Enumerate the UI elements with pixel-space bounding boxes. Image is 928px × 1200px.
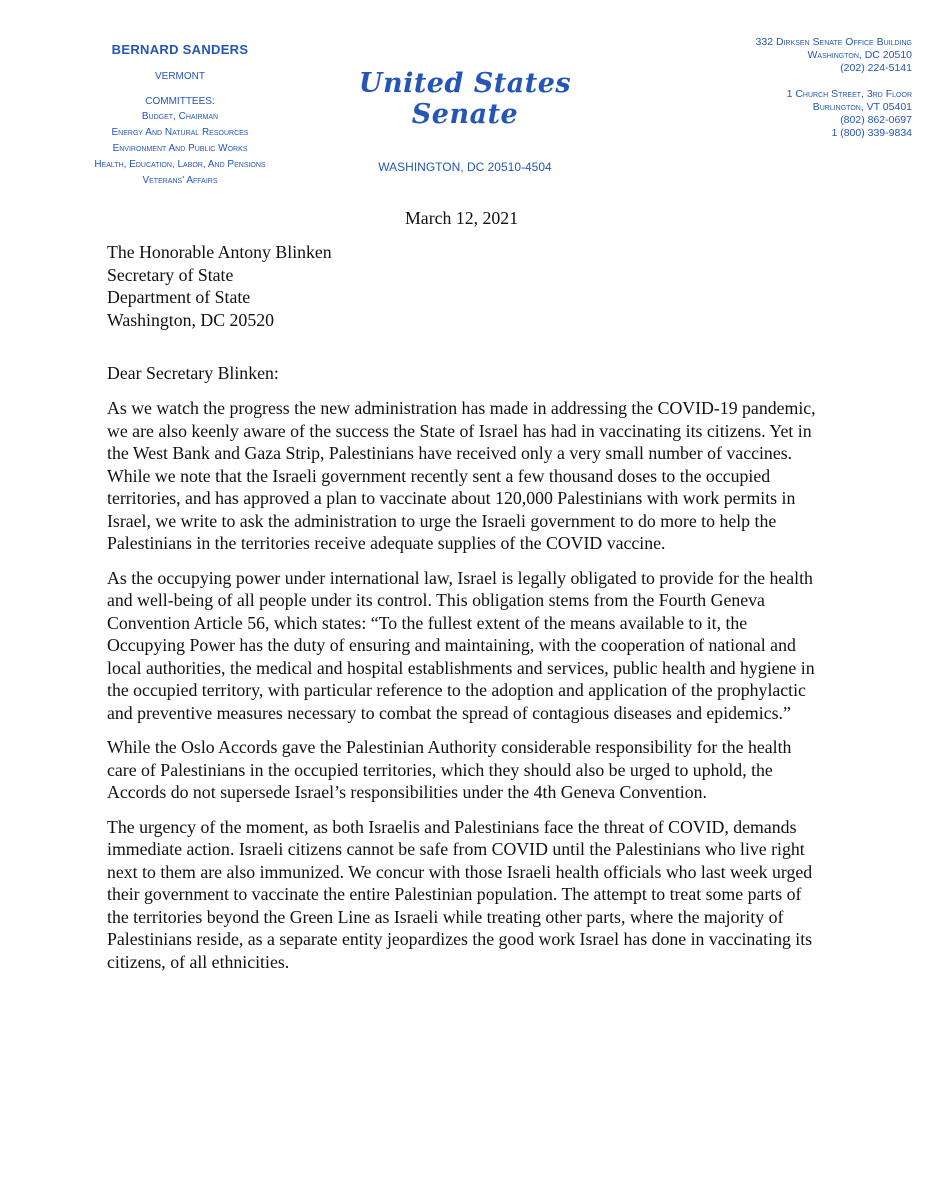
recipient-line: Secretary of State	[107, 264, 234, 285]
committee-item: Veterans' Affairs	[142, 175, 218, 186]
committees-label: COMMITTEES:	[145, 96, 215, 107]
dc-office	[692, 36, 912, 75]
committee-item: Budget, Chairman	[141, 111, 219, 122]
recipient-line: The Honorable Antony Blinken	[107, 242, 332, 262]
senator-name: BERNARD SANDERS	[111, 42, 249, 57]
office-addresses	[692, 36, 912, 140]
vt-office-phone: (802) 862-0697	[840, 114, 912, 126]
vt-office-line: 1 Church Street, 3rd Floor	[786, 88, 912, 100]
committee-item: Environment And Public Works	[112, 143, 248, 154]
senator-block	[60, 42, 300, 189]
vt-office	[692, 88, 912, 140]
senate-title: United States Senate	[358, 68, 572, 130]
recipient-address	[107, 241, 822, 331]
committee-list	[60, 109, 300, 189]
senator-state: VERMONT	[155, 71, 205, 82]
letter-body	[107, 397, 822, 985]
vt-office-tollfree: 1 (800) 339-9834	[831, 127, 912, 139]
salutation: Dear Secretary Blinken:	[107, 363, 279, 383]
body-paragraph: As we watch the progress the new administration has made in addressing the COVID-19 pandemic, we are also keenly aware of the success the State of Israel has had in vaccinating its citizens. Yet in the West Bank and Gaza Strip, Palestinians have received only a very small number of vaccines. While we note that the Israeli government recently sent a few thousand doses to the occupied territories, and has approved a plan to vaccinate about 120,000 Palestinians with work permits in Israel, we write to ask the administration to urge the Israeli government to do more to help the Palestinians in the territories receive adequate supplies of the COVID vaccine.	[107, 398, 816, 553]
body-paragraph: The urgency of the moment, as both Israelis and Palestinians face the threat of COVID, demands immediate action. Israeli citizens cannot be safe from COVID until the Palestinians who live right next to them are also immunized. We concur with those Israeli health officials who last week urged their government to vaccinate the entire Palestinian population. The attempt to treat some parts of the territories beyond the Green Line as Israeli while treating other parts, where the majority of Palestinians reside, as a separate entity jeopardizes the good work Israel has done in vaccinating its citizens, of all ethnicities.	[107, 816, 813, 972]
committee-item: Energy And Natural Resources	[111, 127, 249, 138]
senate-header	[320, 68, 610, 174]
recipient-line: Department of State	[107, 287, 251, 307]
senate-address: WASHINGTON, DC 20510-4504	[378, 160, 552, 174]
body-paragraph: While the Oslo Accords gave the Palestinian Authority considerable responsibility for the health care of Palestinians in the occupied territories, which they should also be urged to uphold, the Accords do not supersede Israel’s responsibilities under the 4th Geneva Convention.	[107, 737, 792, 802]
letter-date: March 12, 2021	[405, 208, 519, 228]
dc-office-line: Washington, DC 20510	[807, 49, 912, 61]
dc-office-phone: (202) 224-5141	[840, 62, 912, 74]
body-paragraph: As the occupying power under international law, Israel is legally obligated to provide for the health and well-being of all people under its control. This obligation stems from the Fourth Geneva Convention Article 56, which states: “To the fullest extent of the means available to it, the Occupying Power has the duty of ensuring and maintaining, with the cooperation of national and local authorities, the medical and hospital establishments and services, public health and hygiene in the occupied territory, with particular reference to the adoption and application of the prophylactic and preventive measures necessary to combat the spread of contagious diseases and epidemics.”	[107, 567, 815, 723]
committee-item: Health, Education, Labor, And Pensions	[94, 159, 266, 170]
dc-office-line: 332 Dirksen Senate Office Building	[755, 36, 912, 48]
vt-office-line: Burlington, VT 05401	[812, 101, 912, 113]
recipient-line: Washington, DC 20520	[107, 309, 274, 330]
